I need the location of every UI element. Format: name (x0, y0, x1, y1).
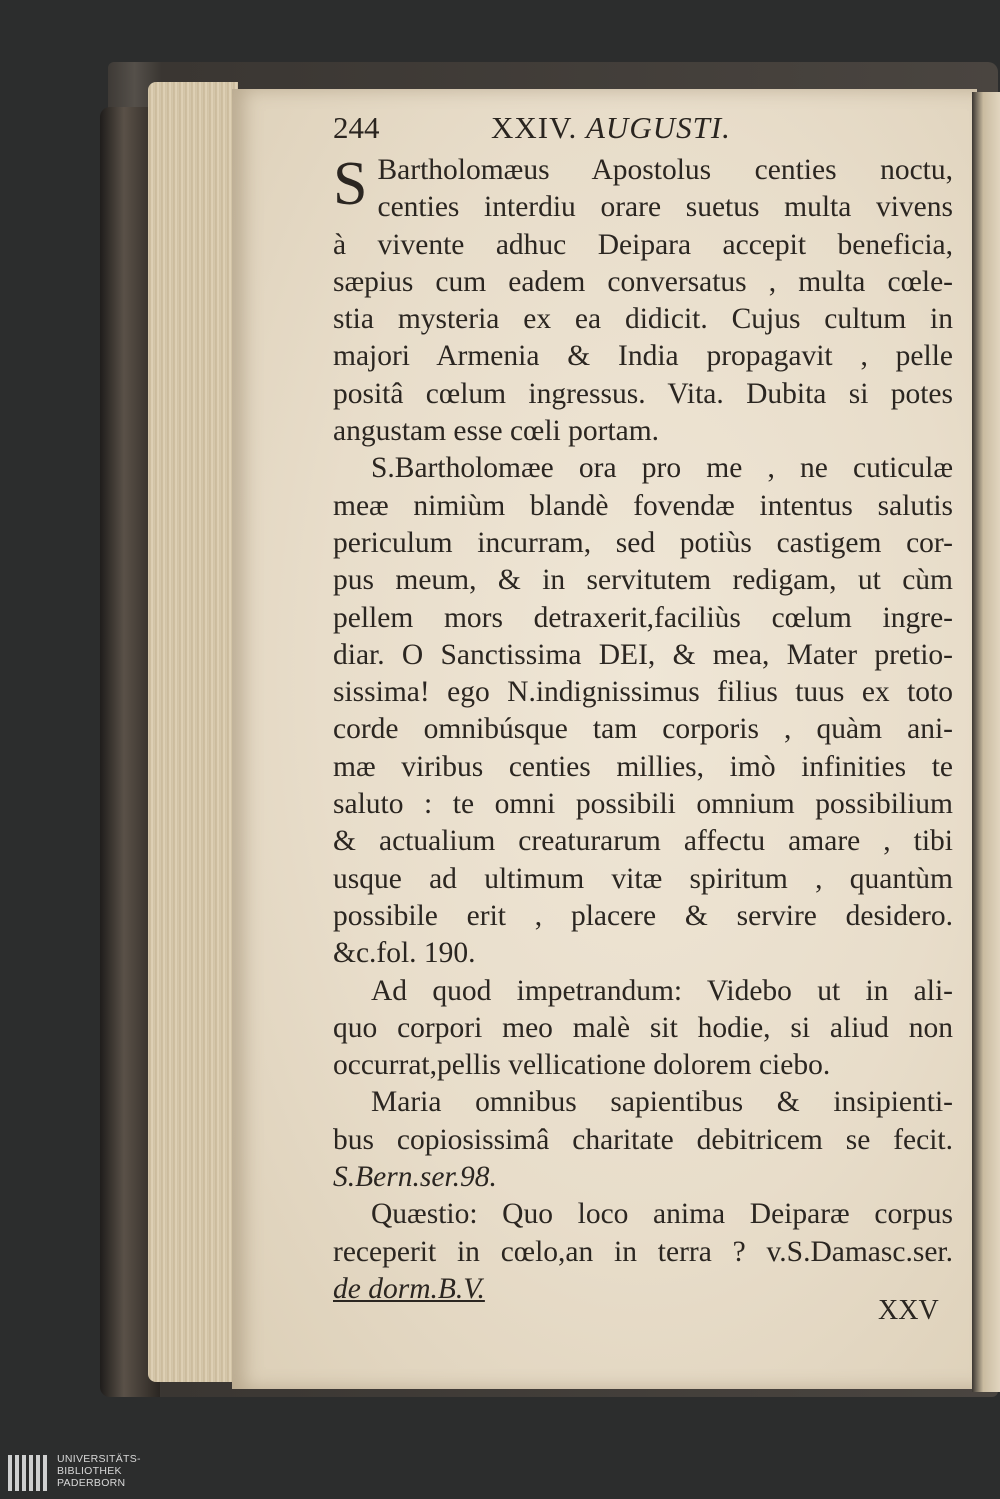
library-logo-icon (8, 1455, 47, 1491)
text-line: angustam esse cœli portam. (333, 415, 660, 448)
text-line: corde omnibúsque tam corporis , quàm ani- (333, 713, 953, 746)
paragraph-2 (333, 450, 953, 972)
text-line: pellem mors detraxerit,faciliùs cœlum ingre- (333, 601, 953, 634)
text-line: centies interdiu orare suetus multa vivens (377, 191, 953, 224)
text-line: Quæstio: Quo loco anima Deiparæ corpus (371, 1198, 953, 1231)
logo-line: BIBLIOTHEK (57, 1465, 122, 1477)
footer (0, 1447, 1000, 1499)
text-line: S.Bartholomæe ora pro me , ne cuticulæ (371, 452, 953, 485)
paragraph-3 (333, 973, 953, 1085)
paragraph-5 (333, 1196, 953, 1308)
text-line: à vivente adhuc Deipara accepit beneficia, (333, 228, 953, 261)
text-line: quo corpori meo malè sit hodie, si aliud non (333, 1011, 953, 1044)
catchword: XXV (878, 1295, 939, 1326)
paragraph-4 (333, 1084, 953, 1196)
text-line: majori Armenia & India propagavit , pelle (333, 340, 953, 373)
running-title-month: AUGUSTI. (586, 110, 731, 145)
text-line: & actualium creaturarum affectu amare , tibi (333, 825, 953, 858)
next-page-edge (972, 92, 1000, 1392)
library-logo-text (57, 1453, 141, 1489)
text-line: usque ad ultimum vitæ spiritum , quantùm (333, 862, 953, 895)
running-title-numeral: XXIV. (491, 110, 578, 145)
page-header (333, 110, 953, 150)
page-number: 244 (333, 110, 380, 145)
text-line: saluto : te omni possibili omnium possibilium (333, 788, 953, 821)
text-line: meæ nimiùm blandè fovendæ intentus salutis (333, 489, 953, 522)
drop-cap: S (333, 150, 368, 218)
text-line: bus copiosissimâ charitate debitricem se fecit. (333, 1123, 953, 1156)
body-text (333, 152, 953, 1308)
text-line: mæ viribus centies millies, imò infinities te (333, 750, 953, 783)
text-line: Maria omnibus sapientibus & insipienti- (371, 1086, 953, 1119)
text-line: S.Bern.ser.98. (333, 1161, 497, 1194)
text-line: Bartholomæus Apostolus centies noctu, (377, 154, 953, 186)
text-line: possibile erit , placere & servire desidero. (333, 899, 953, 932)
logo-line: UNIVERSITÄTS- (57, 1453, 141, 1465)
text-line: positâ cœlum ingressus. Vita. Dubita si potes (333, 377, 953, 410)
text-line: &c.fol. 190. (333, 937, 476, 970)
running-title (491, 110, 731, 146)
text-line: stia mysteria ex ea didicit. Cujus cultum in (333, 303, 953, 336)
text-line: sissima! ego N.indignissimus filius tuus ex toto (333, 676, 953, 709)
text-line: diar. O Sanctissima DEI, & mea, Mater pretio- (333, 638, 953, 671)
logo-line: PADERBORN (57, 1477, 126, 1489)
text-line: occurrat,pellis vellicatione dolorem ciebo. (333, 1049, 831, 1082)
page-edges (148, 82, 238, 1382)
text-line: pus meum, & in servitutem redigam, ut cùm (333, 564, 953, 597)
text-line: periculum incurram, sed potiùs castigem cor- (333, 526, 953, 559)
text-line: receperit in cœlo,an in terra ? v.S.Damasc.ser. (333, 1235, 953, 1268)
text-line: Ad quod impetrandum: Videbo ut in ali- (371, 974, 953, 1007)
text-line: sæpius cum eadem conversatus , multa cœle- (333, 265, 953, 298)
text-line: de dorm.B.V. (333, 1272, 485, 1305)
paragraph-1 (333, 152, 953, 450)
